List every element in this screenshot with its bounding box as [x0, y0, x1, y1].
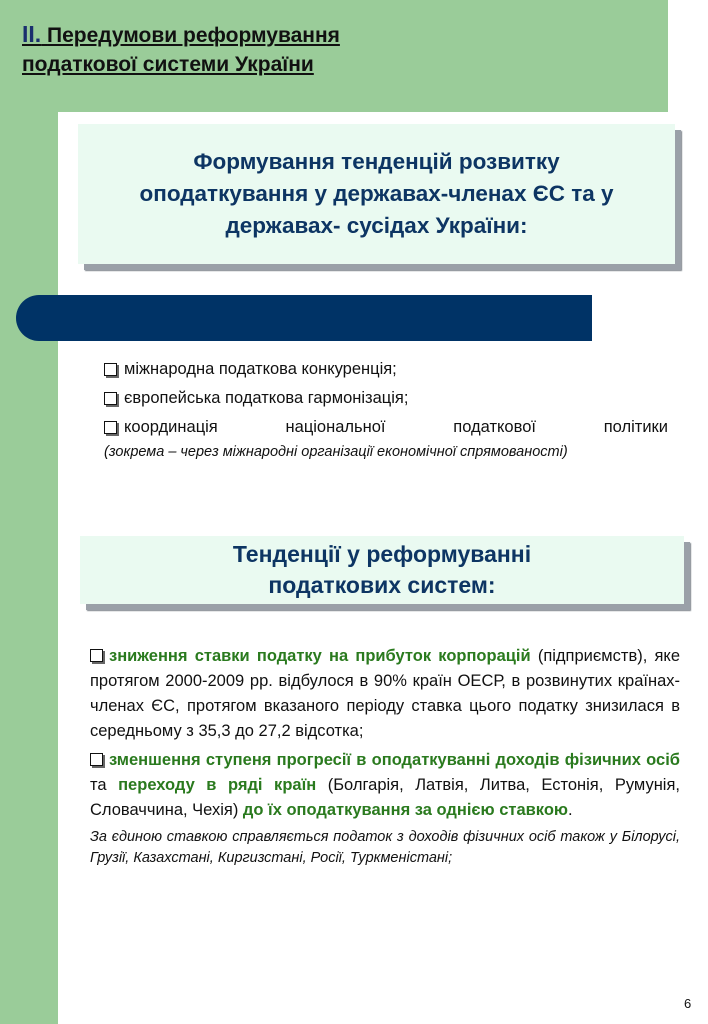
trend-text: (Болгарія, Латвія, Литва, Естонія, Румунія, Словаччина, Чехія) [90, 776, 680, 819]
trend-highlight: до їх оподаткування за однією ставкою [242, 801, 568, 819]
list-item-text: міжнародна податкова конкуренція; [124, 360, 397, 378]
section-number: ІІ. [22, 21, 42, 47]
heading-box-trends [80, 536, 684, 604]
green-left-band [0, 0, 58, 1024]
list-note: (зокрема – через міжнародні організації економічної спрямованості) [104, 444, 568, 460]
trend-highlight: зменшення ступеня прогресії в оподаткуванні доходів фізичних осіб [109, 751, 680, 769]
list-item [104, 388, 668, 408]
heading-box-formation [78, 124, 675, 264]
checkbox-bullet-icon [104, 421, 117, 434]
box2-line-1: Тенденції у реформуванні [232, 541, 532, 567]
list-item [104, 359, 668, 379]
factors-list [104, 350, 668, 466]
checkbox-bullet-icon [104, 392, 117, 405]
checkbox-bullet-icon [104, 363, 117, 376]
page-number: 6 [684, 996, 692, 1011]
list-item-text: координація національної податкової політики [124, 418, 668, 436]
checkbox-bullet-icon [90, 753, 103, 766]
trend-text: та [90, 776, 119, 794]
trend-highlight: зниження ставки податку на прибуток корпорацій [109, 647, 531, 665]
trend-paragraph [90, 748, 680, 823]
checkbox-bullet-icon [90, 649, 103, 662]
trend-highlight: переходу в ряді країн [118, 776, 317, 794]
title-line-1: Передумови реформування [47, 24, 340, 47]
decorative-blue-bar [16, 295, 592, 341]
box1-line-3: державах- сусідах України: [225, 213, 528, 238]
page-title [22, 20, 340, 79]
title-line-2: податкової системи України [22, 53, 314, 76]
box1-line-2: оподаткування у державах-членах ЄС та у [139, 181, 614, 206]
trend-text: . [567, 801, 573, 819]
box1-line-1: Формування тенденцій розвитку [193, 149, 560, 174]
box2-line-2: податкових систем: [268, 572, 496, 598]
list-item [104, 417, 668, 437]
trend-text: (підприємств), яке протягом 2000-2009 рр. відбулося в 90% країн ОЕСР, в розвинутих країнах-членах ЄС, протягом вказаного періоду ставка цього податку знизилася в середньому з 35,3 до 27,2 відсотка; [90, 647, 680, 740]
trend-paragraph [90, 644, 680, 744]
trends-list [90, 644, 680, 869]
list-item-text: європейська податкова гармонізація; [124, 389, 409, 407]
trend-note: За єдиною ставкою справляється податок з доходів фізичних осіб також у Білорусі, Грузії, Казахстані, Киргизстані, Росії, Туркменістані; [90, 829, 680, 866]
